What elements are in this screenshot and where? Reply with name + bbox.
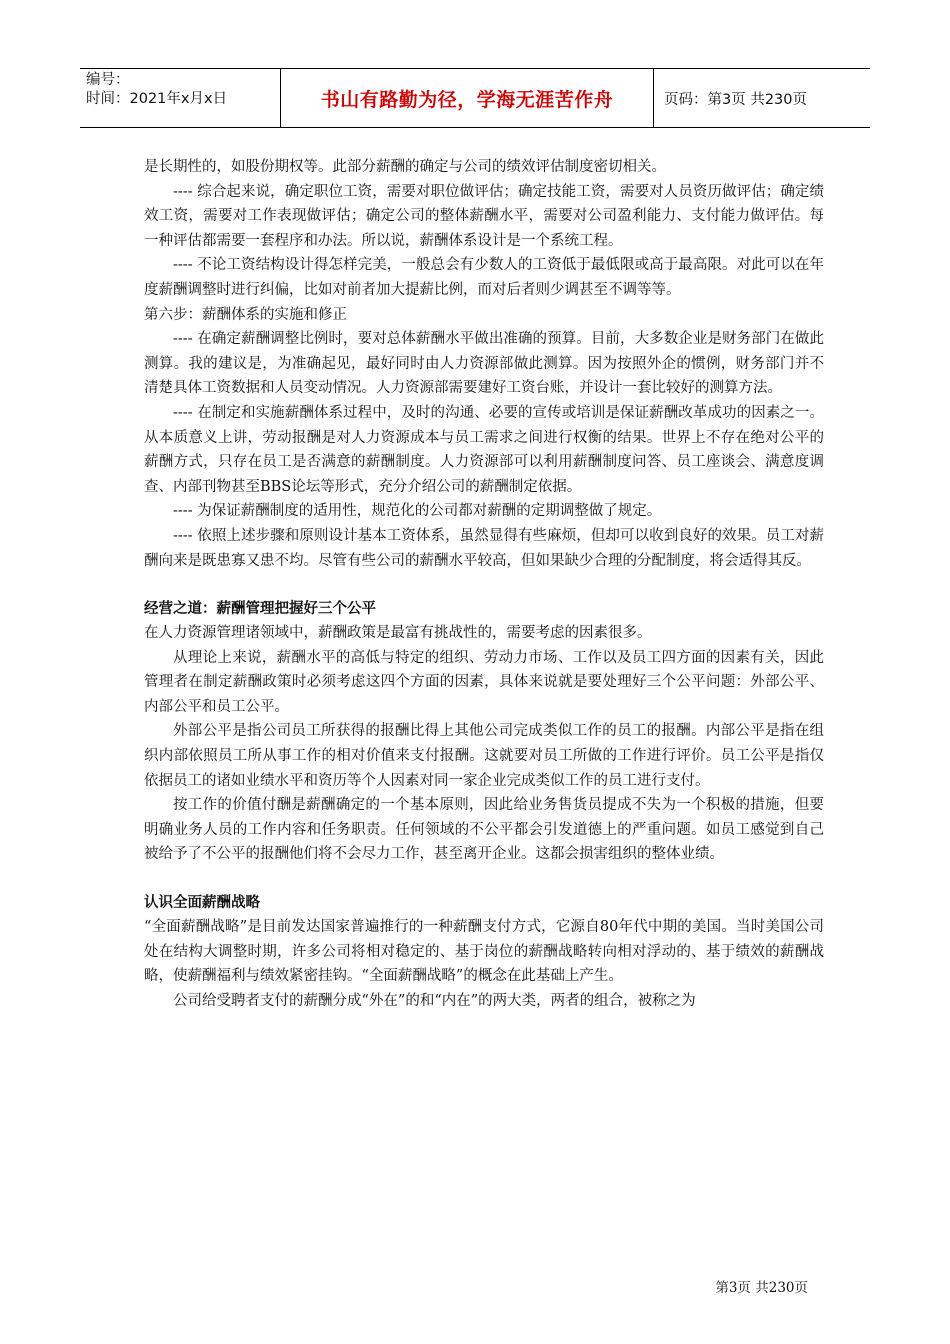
paragraph: 外部公平是指公司员工所获得的报酬比得上其他公司完成类似工作的员工的报酬。内部公平是指在组织内部依照员工所从事工作的相对价值来支付报酬。这就要对员工所做的工作进行评价。员工公平是指仅依据员工的诸如业绩水平和资历等个人因素对同一家企业完成类似工作的员工进行支付。 [144, 723, 824, 789]
paragraph: ---- 在制定和实施薪酬体系过程中，及时的沟通、必要的宣传或培训是保证薪酬改革成功的因素之一。从本质意义上讲，劳动报酬是对人力资源成本与员工需求之间进行权衡的结果。世界上不存在绝对公平的薪酬方式，只存在员工是否满意的薪酬制度。人力资源部可以利用薪酬制度问答、员工座谈会、满意度调查、内部刊物甚至BBS论坛等形式，充分介绍公司的薪酬制定依据。 [144, 404, 824, 495]
paragraph: 是长期性的，如股份期权等。此部分薪酬的确定与公司的绩效评估制度密切相关。 [144, 159, 666, 175]
document-date: 时间：2021年x月x日 [86, 91, 228, 107]
document-number-label: 编号： [86, 72, 130, 88]
section-heading: 经营之道：薪酬管理把握好三个公平 [144, 601, 376, 618]
paragraph: ---- 综合起来说，确定职位工资，需要对职位做评估；确定技能工资，需要对人员资历做评估；确定绩效工资，需要对工作表现做评估；确定公司的整体薪酬水平，需要对公司盈利能力、支付能力做评估。每一种评估都需要一套程序和办法。所以说，薪酬体系设计是一个系统工程。 [144, 183, 824, 249]
section-heading: 认识全面薪酬战略 [144, 895, 260, 912]
header-motto: 书山有路勤为径，学海无涯苦作舟 [280, 69, 654, 127]
paragraph: ---- 不论工资结构设计得怎样完美，一般总会有少数人的工资低于最低限或高于最高限。对此可以在年度薪酬调整时进行纠偏，比如对前者加大提薪比例，而对后者则少调甚至不调等等。 [144, 257, 824, 298]
paragraph: ---- 依照上述步骤和原则设计基本工资体系，虽然显得有些麻烦，但却可以收到良好的效果。员工对薪酬向来是既患寡又患不均。尽管有些公司的薪酬水平较高，但如果缺少合理的分配制度，将会适得其反。 [144, 527, 824, 569]
paragraph: 公司给受聘者支付的薪酬分成“外在”的和“内在”的两大类，两者的组合，被称之为 [173, 992, 696, 1009]
paragraph: “全面薪酬战略”是目前发达国家普遍推行的一种薪酬支付方式，它源自80年代中期的美国。当时美国公司处在结构大调整时期，许多公司将相对稳定的、基于岗位的薪酬战略转向相对浮动的、基于绩效的薪酬战略，使薪酬福利与绩效紧密挂钩。“全面薪酬战略”的概念在此基础上产生。 [144, 919, 824, 985]
paragraph: 按工作的价值付酬是薪酬确定的一个基本原则，因此给业务售货员提成不失为一个积极的措施，但要明确业务人员的工作内容和任务职责。任何领域的不公平都会引发道德上的严重问题。如员工感觉到自己被给予了不公平的报酬他们将不会尽力工作，甚至离开企业。这都会损害组织的整体业绩。 [144, 797, 824, 863]
header-meta [80, 69, 280, 127]
section-step-title: 第六步：薪酬体系的实施和修正 [144, 306, 347, 323]
document-body [144, 155, 824, 1013]
paragraph: ---- 为保证薪酬制度的适用性，规范化的公司都对薪酬的定期调整做了规定。 [173, 503, 662, 520]
page-footer: 第3页 共230页 [715, 1280, 808, 1296]
page-header [80, 68, 870, 128]
paragraph: 在人力资源管理诸领域中，薪酬政策是最富有挑战性的，需要考虑的因素很多。 [144, 625, 652, 642]
header-page-info: 页码：第3页 共230页 [664, 91, 808, 108]
paragraph: ---- 在确定薪酬调整比例时，要对总体薪酬水平做出准确的预算。目前，大多数企业是财务部门在做此测算。我的建议是，为准确起见，最好同时由人力资源部做此测算。因为按照外企的惯例，财务部门并不清楚具体工资数据和人员变动情况。人力资源部需要建好工资台账，并设计一套比较好的测算方法。 [144, 331, 824, 397]
paragraph: 从理论上来说，薪酬水平的高低与特定的组织、劳动力市场、工作以及员工四方面的因素有关，因此管理者在制定薪酬政策时必须考虑这四个方面的因素，具体来说就是要处理好三个公平问题：外部公平、内部公平和员工公平。 [144, 649, 824, 715]
